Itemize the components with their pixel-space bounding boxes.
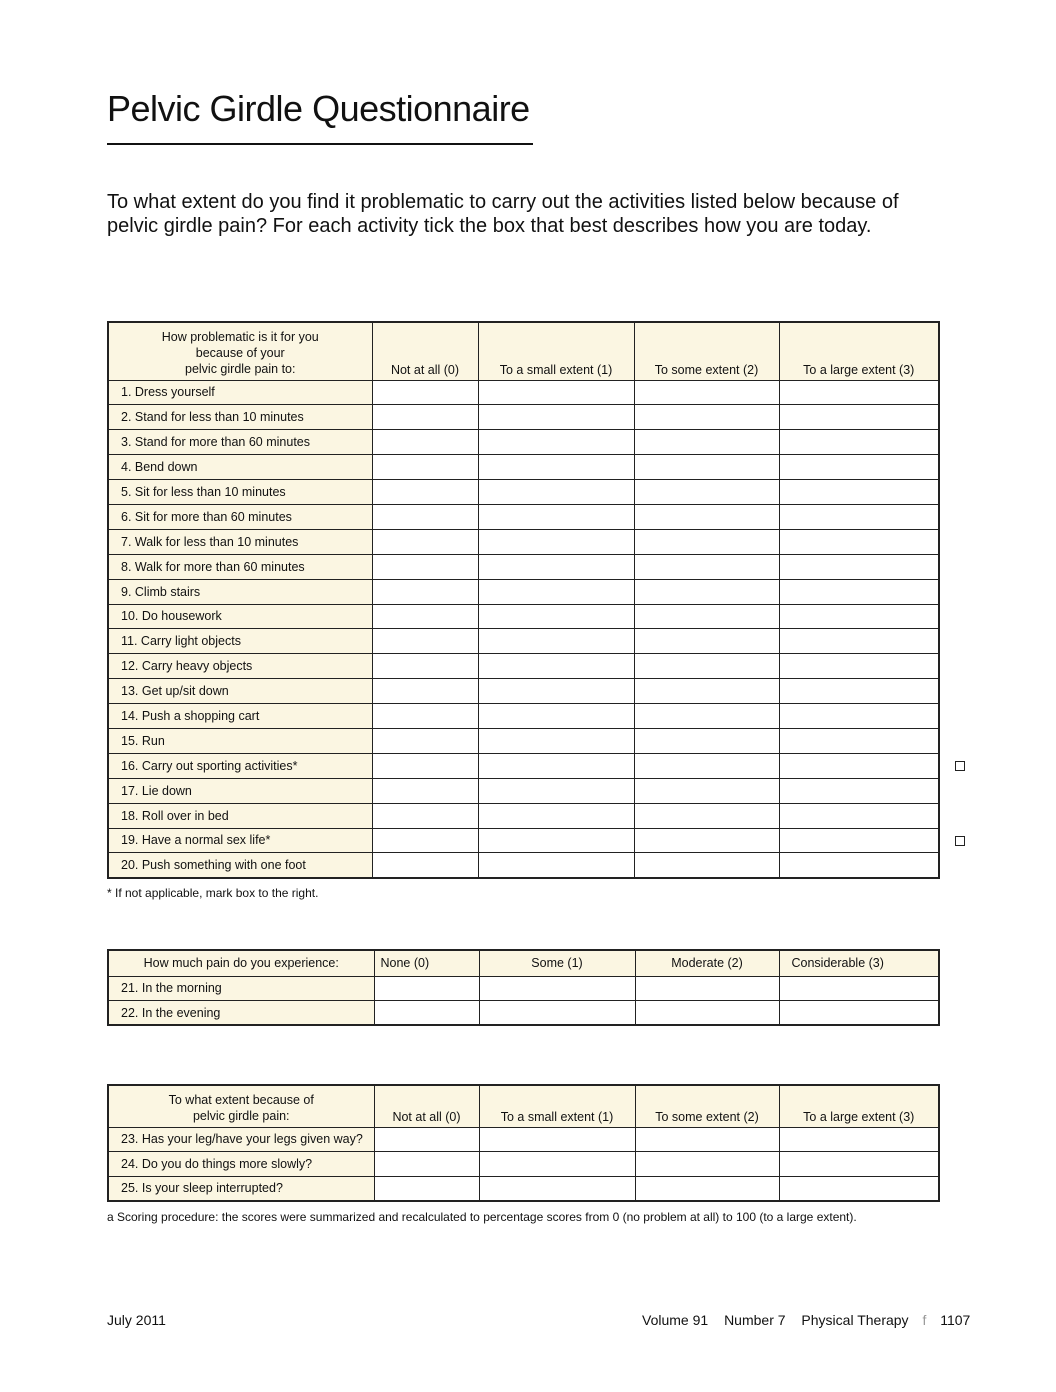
response-cell[interactable] <box>372 455 478 480</box>
extent-table <box>107 1084 940 1202</box>
table-row <box>108 1152 939 1177</box>
table-row <box>108 604 939 629</box>
response-cell[interactable] <box>634 853 779 878</box>
response-cell[interactable] <box>372 504 478 529</box>
response-cell[interactable] <box>372 579 478 604</box>
item-label: 5. Sit for less than 10 minutes <box>108 480 372 505</box>
response-cell[interactable] <box>478 455 634 480</box>
activities-header-row <box>108 322 939 380</box>
response-cell[interactable] <box>634 803 779 828</box>
column-header: Not at all (0) <box>372 322 478 380</box>
table-row <box>108 629 939 654</box>
response-cell[interactable] <box>478 778 634 803</box>
item-label: 6. Sit for more than 60 minutes <box>108 504 372 529</box>
response-cell[interactable] <box>372 629 478 654</box>
scoring-footnote: a Scoring procedure: the scores were summarized and recalculated to percentage scores from 0 (no problem at all) to 100 (to a large extent). <box>107 1210 857 1224</box>
response-cell[interactable] <box>478 753 634 778</box>
response-cell[interactable] <box>478 380 634 405</box>
response-cell[interactable] <box>634 504 779 529</box>
pain-header-row <box>108 950 939 976</box>
response-cell[interactable] <box>634 778 779 803</box>
table-row <box>108 405 939 430</box>
response-cell[interactable] <box>779 704 939 729</box>
item-label: 23. Has your leg/have your legs given way? <box>108 1127 374 1152</box>
question-line: because of your <box>195 345 285 360</box>
item-label: 15. Run <box>108 728 372 753</box>
response-cell[interactable] <box>634 430 779 455</box>
item-label: 11. Carry light objects <box>108 629 372 654</box>
item-label: 7. Walk for less than 10 minutes <box>108 529 372 554</box>
response-cell[interactable] <box>779 554 939 579</box>
response-cell[interactable] <box>478 529 634 554</box>
item-label: 8. Walk for more than 60 minutes <box>108 554 372 579</box>
response-cell[interactable] <box>372 753 478 778</box>
title-underline <box>107 143 533 145</box>
item-label: 21. In the morning <box>108 976 374 1001</box>
response-cell[interactable] <box>372 679 478 704</box>
response-cell[interactable] <box>779 405 939 430</box>
response-cell[interactable] <box>374 1176 479 1201</box>
response-cell[interactable] <box>634 629 779 654</box>
response-cell[interactable] <box>479 1127 635 1152</box>
page-title: Pelvic Girdle Questionnaire <box>107 88 530 129</box>
response-cell[interactable] <box>779 1152 939 1177</box>
table-row <box>108 753 939 778</box>
response-cell[interactable] <box>779 455 939 480</box>
column-header: Some (1) <box>479 950 635 976</box>
not-applicable-checkbox-19[interactable] <box>955 836 965 846</box>
response-cell[interactable] <box>372 405 478 430</box>
response-cell[interactable] <box>634 604 779 629</box>
item-label: 2. Stand for less than 10 minutes <box>108 405 372 430</box>
response-cell[interactable] <box>779 1127 939 1152</box>
item-label: 13. Get up/sit down <box>108 679 372 704</box>
pain-question-header: How much pain do you experience: <box>108 950 374 976</box>
item-label: 25. Is your sleep interrupted? <box>108 1176 374 1201</box>
response-cell[interactable] <box>478 405 634 430</box>
response-cell[interactable] <box>635 1176 779 1201</box>
response-cell[interactable] <box>779 778 939 803</box>
item-label: 3. Stand for more than 60 minutes <box>108 430 372 455</box>
footer-separator: f <box>922 1312 927 1328</box>
response-cell[interactable] <box>372 480 478 505</box>
response-cell[interactable] <box>374 976 479 1001</box>
table-row <box>108 778 939 803</box>
column-header: To a large extent (3) <box>779 1085 939 1127</box>
question-line: pelvic girdle pain to: <box>185 361 296 376</box>
response-cell[interactable] <box>634 679 779 704</box>
response-cell[interactable] <box>372 529 478 554</box>
response-cell[interactable] <box>478 629 634 654</box>
item-label: 22. In the evening <box>108 1001 374 1026</box>
table-row <box>108 579 939 604</box>
item-label: 10. Do housework <box>108 604 372 629</box>
response-cell[interactable] <box>372 803 478 828</box>
response-cell[interactable] <box>634 529 779 554</box>
response-cell[interactable] <box>779 504 939 529</box>
column-header: Moderate (2) <box>635 950 779 976</box>
response-cell[interactable] <box>779 430 939 455</box>
response-cell[interactable] <box>779 853 939 878</box>
response-cell[interactable] <box>478 704 634 729</box>
question-line: pelvic girdle pain: <box>192 1108 290 1123</box>
item-label: 19. Have a normal sex life* <box>108 828 372 853</box>
response-cell[interactable] <box>478 480 634 505</box>
response-cell[interactable] <box>478 430 634 455</box>
response-cell[interactable] <box>779 629 939 654</box>
response-cell[interactable] <box>634 579 779 604</box>
response-cell[interactable] <box>374 1152 479 1177</box>
table-row <box>108 803 939 828</box>
response-cell[interactable] <box>779 604 939 629</box>
table-row <box>108 430 939 455</box>
activities-question-header <box>108 322 372 380</box>
item-label: 17. Lie down <box>108 778 372 803</box>
item-label: 12. Carry heavy objects <box>108 654 372 679</box>
response-cell[interactable] <box>779 803 939 828</box>
not-applicable-footnote: * If not applicable, mark box to the right. <box>107 886 319 900</box>
column-header: To a large extent (3) <box>779 322 939 380</box>
response-cell[interactable] <box>374 1001 479 1026</box>
response-cell[interactable] <box>635 1152 779 1177</box>
table-row <box>108 853 939 878</box>
response-cell[interactable] <box>779 480 939 505</box>
response-cell[interactable] <box>779 579 939 604</box>
response-cell[interactable] <box>634 455 779 480</box>
response-cell[interactable] <box>372 554 478 579</box>
response-cell[interactable] <box>372 430 478 455</box>
response-cell[interactable] <box>372 654 478 679</box>
response-cell[interactable] <box>479 1152 635 1177</box>
extent-header-row <box>108 1085 939 1127</box>
response-cell[interactable] <box>634 704 779 729</box>
response-cell[interactable] <box>372 828 478 853</box>
response-cell[interactable] <box>478 728 634 753</box>
response-cell[interactable] <box>779 728 939 753</box>
table-row <box>108 976 939 1001</box>
response-cell[interactable] <box>479 1176 635 1201</box>
table-row <box>108 380 939 405</box>
item-label: 18. Roll over in bed <box>108 803 372 828</box>
response-cell[interactable] <box>779 679 939 704</box>
response-cell[interactable] <box>634 380 779 405</box>
response-cell[interactable] <box>634 405 779 430</box>
response-cell[interactable] <box>478 654 634 679</box>
response-cell[interactable] <box>372 604 478 629</box>
response-cell[interactable] <box>634 828 779 853</box>
response-cell[interactable] <box>779 976 939 1001</box>
footer-volume: Volume 91 <box>642 1312 709 1328</box>
response-cell[interactable] <box>372 704 478 729</box>
response-cell[interactable] <box>372 728 478 753</box>
table-row <box>108 728 939 753</box>
table-row <box>108 679 939 704</box>
response-cell[interactable] <box>779 654 939 679</box>
response-cell[interactable] <box>779 529 939 554</box>
item-label: 24. Do you do things more slowly? <box>108 1152 374 1177</box>
table-row <box>108 1001 939 1026</box>
column-header: To a small extent (1) <box>478 322 634 380</box>
table-row <box>108 480 939 505</box>
response-cell[interactable] <box>634 753 779 778</box>
response-cell[interactable] <box>478 853 634 878</box>
item-label: 16. Carry out sporting activities* <box>108 753 372 778</box>
response-cell[interactable] <box>478 504 634 529</box>
response-cell[interactable] <box>478 828 634 853</box>
response-cell[interactable] <box>478 604 634 629</box>
table-row <box>108 529 939 554</box>
response-cell[interactable] <box>372 853 478 878</box>
response-cell[interactable] <box>478 679 634 704</box>
response-cell[interactable] <box>779 380 939 405</box>
instructions-text: To what extent do you find it problematic to carry out the activities listed below because of pelvic girdle pain? For each activity tick the box that best describes how you are today. <box>107 191 899 237</box>
table-row <box>108 455 939 480</box>
item-label: 20. Push something with one foot <box>108 853 372 878</box>
item-label: 14. Push a shopping cart <box>108 704 372 729</box>
footer-journal: Physical Therapy <box>801 1312 909 1328</box>
footer-page-number: 1107 <box>940 1312 971 1328</box>
response-cell[interactable] <box>478 579 634 604</box>
column-header: To some extent (2) <box>635 1085 779 1127</box>
activities-table <box>107 321 940 879</box>
not-applicable-checkbox-16[interactable] <box>955 761 965 771</box>
response-cell[interactable] <box>479 976 635 1001</box>
response-cell[interactable] <box>634 654 779 679</box>
table-row <box>108 504 939 529</box>
table-row <box>108 828 939 853</box>
pain-table <box>107 949 940 1026</box>
column-header: Not at all (0) <box>374 1085 479 1127</box>
column-header: To some extent (2) <box>634 322 779 380</box>
question-line: To what extent because of <box>168 1092 314 1107</box>
table-row <box>108 704 939 729</box>
table-row <box>108 1127 939 1152</box>
table-row <box>108 554 939 579</box>
response-cell[interactable] <box>635 1001 779 1026</box>
response-cell[interactable] <box>478 803 634 828</box>
response-cell[interactable] <box>779 828 939 853</box>
item-label: 4. Bend down <box>108 455 372 480</box>
response-cell[interactable] <box>374 1127 479 1152</box>
response-cell[interactable] <box>479 1001 635 1026</box>
item-label: 1. Dress yourself <box>108 380 372 405</box>
item-label: 9. Climb stairs <box>108 579 372 604</box>
response-cell[interactable] <box>634 728 779 753</box>
response-cell[interactable] <box>478 554 634 579</box>
table-row <box>108 654 939 679</box>
footer-citation <box>642 1312 970 1328</box>
response-cell[interactable] <box>779 1176 939 1201</box>
response-cell[interactable] <box>634 480 779 505</box>
footer-date: July 2011 <box>107 1312 166 1328</box>
response-cell[interactable] <box>634 554 779 579</box>
response-cell[interactable] <box>372 778 478 803</box>
question-line: How problematic is it for you <box>161 329 319 344</box>
extent-question-header <box>108 1085 374 1127</box>
table-row <box>108 1176 939 1201</box>
column-header: To a small extent (1) <box>479 1085 635 1127</box>
response-cell[interactable] <box>779 1001 939 1026</box>
response-cell[interactable] <box>635 976 779 1001</box>
response-cell[interactable] <box>779 753 939 778</box>
footer-number: Number 7 <box>724 1312 786 1328</box>
response-cell[interactable] <box>635 1127 779 1152</box>
response-cell[interactable] <box>372 380 478 405</box>
column-header: Considerable (3) <box>779 950 939 976</box>
column-header: None (0) <box>374 950 479 976</box>
